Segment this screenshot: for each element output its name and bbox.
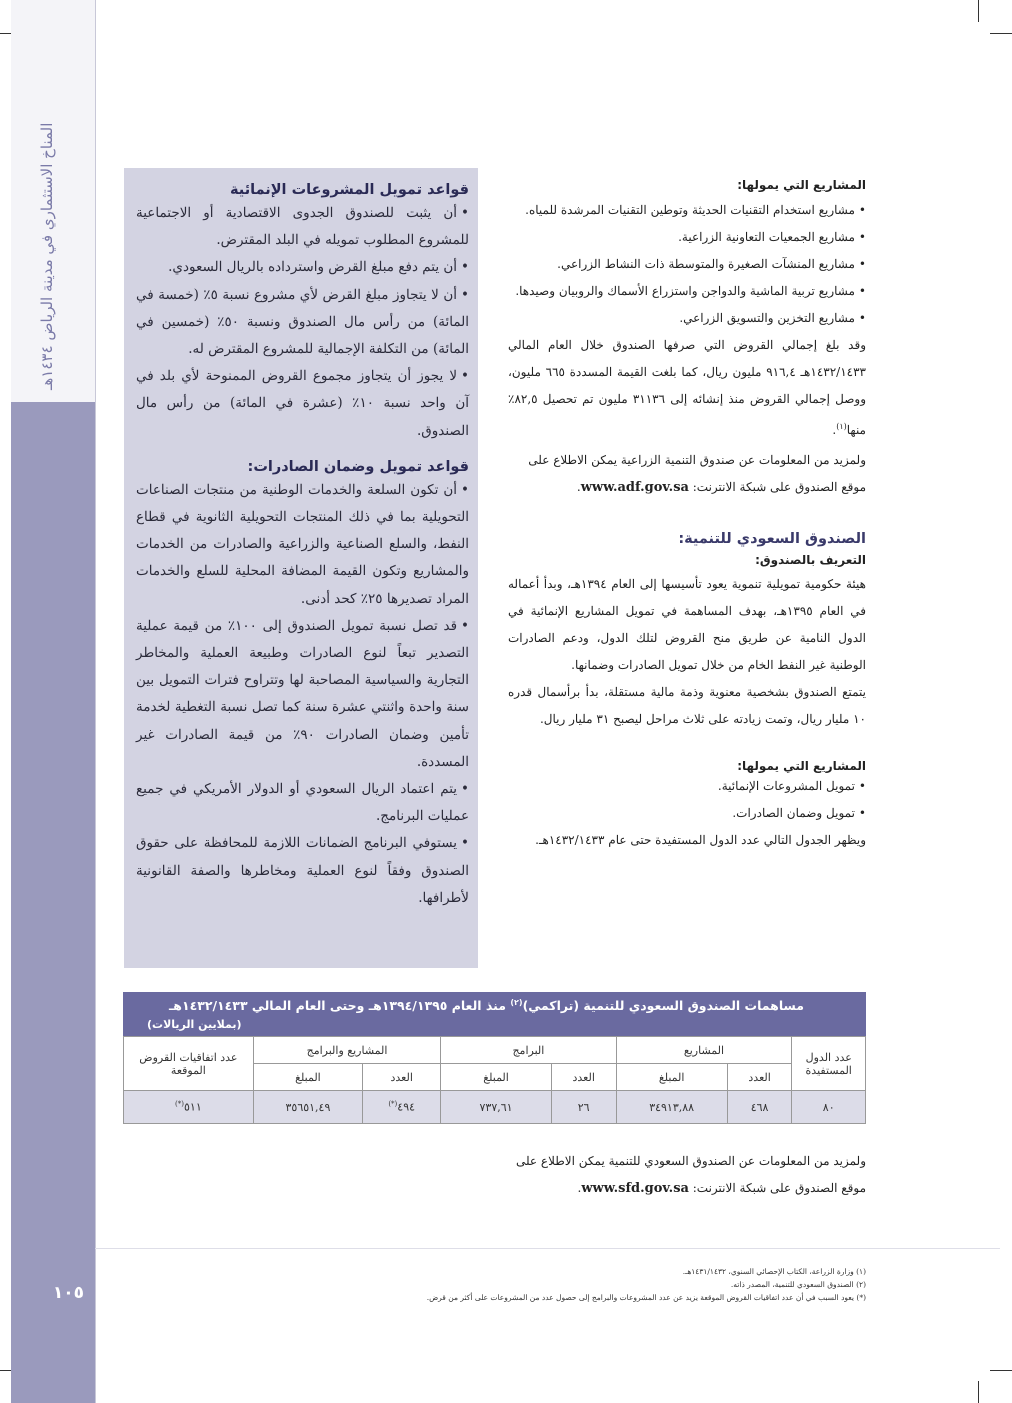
rules-box	[124, 168, 478, 968]
table-cell: ٣٤٩١٣,٨٨	[616, 1091, 727, 1124]
footnote-ref: (١)	[836, 422, 847, 431]
sub-header: المبلغ	[441, 1064, 552, 1091]
list-item: •مشاريع تربية الماشية والدواجن واستزراع الأسماك والروبيان وصيدها.	[515, 284, 866, 298]
list-item: •مشاريع استخدام التقنيات الحديثة وتوطين التقنيات المرشدة للمياه.	[525, 203, 866, 217]
table-cell: ٢٦	[551, 1091, 616, 1124]
sfd-heading: الصندوق السعودي للتنمية:	[678, 531, 866, 547]
column-header: عدد الدول المستفيدة	[792, 1037, 866, 1091]
footnote: (١) وزارة الزراعة، الكتاب الإحصائي السنوي، ١٤٣١/١٤٣٢هـ.	[682, 1267, 866, 1276]
sub-header: العدد	[363, 1064, 441, 1091]
sub-header: العدد	[727, 1064, 792, 1091]
export-rules-list	[136, 477, 469, 912]
crop-mark	[990, 33, 1012, 34]
development-rules-heading: قواعد تمويل المشروعات الإنمائية	[229, 182, 469, 198]
list-item: •قد تصل نسبة تمويل الصندوق إلى ١٠٠٪ من قيمة عملية التصدير تبعاً لنوع الصادرات وطبيعة العملية والمخاطر التجارية والسياسية المصاحبة لها وتتراوح فترات التمويل بين سنة واحدة واثنتي عشرة سنة كما تصل نسبة التغطية لخدمة تأمين وضمان الصادرات ٩٠٪ من قيمة الصادرات غير المسددة.	[136, 617, 469, 770]
crop-mark	[978, 0, 979, 22]
list-item: •مشاريع المنشآت الصغيرة والمتوسطة ذات النشاط الزراعي.	[557, 257, 866, 271]
table-unit: (بملايين الريالات)	[147, 1018, 242, 1031]
list-item: •أن لا يتجاوز مبلغ القرض لأي مشروع نسبة ٥٪ (خمسة في المائة) من رأس مال الصندوق ونسبة ٥٠٪ (خمسين في المائة) من التكلفة الإجمالية للمشروع المقترض له.	[136, 286, 469, 358]
definition-paragraph: هيئة حكومية تمويلية تنموية يعود تأسيسها إلى العام ١٣٩٤هـ، وبدأ أعماله في العام ١٣٩٥هـ، بهدف المساهمة في تمويل المشاريع الإنمائية في الدول النامية عن طريق منح القروض لتلك الدول، ودعم الصادرات الوطنية غير النفط الخام من خلال تمويل الصادرات وضمانها.	[508, 577, 866, 672]
column-group-header: المشاريع والبرامج	[253, 1037, 440, 1064]
sfd-funded-list	[508, 773, 866, 827]
footnote: (*) يعود السبب في أن عدد اتفاقيات القروض الموقعة يزيد عن عدد المشروعات والبرامج إلى حصول عدد من المشروعات على أكثر من قرض.	[426, 1293, 866, 1302]
loans-paragraph: وقد بلغ إجمالي القروض التي صرفها الصندوق خلال العام المالي ١٤٣٢/١٤٣٣هـ ٩١٦,٤ مليون ريال، كما بلغت القيمة المسددة ٦٦٥ مليون، ووصل إجمالي القروض منذ إنشائه إلى ٣١١٣٦ مليون تم تحصيل ٨٢,٥٪ منها$^{(١)}$.	[508, 338, 866, 437]
table-cell: ٥١١(*)	[124, 1091, 254, 1124]
list-item: •مشاريع الجمعيات التعاونية الزراعية.	[678, 230, 866, 244]
list-item: •أن تكون السلعة والخدمات الوطنية من منتجات الصناعات التحويلية بما في ذلك المنتجات التحويلية الثانوية في قطاع النفط، والسلع الصناعية والزراعية والصادرات من الخدمات والمشاريع وتكون القيمة المضافة المحلية للسلع والخدمات المراد تصديرها ٢٥٪ كحد أدنى.	[136, 481, 469, 607]
capital-paragraph: يتمتع الصندوق بشخصية معنوية وذمة مالية مستقلة، بدأ برأسمال قدره ١٠ مليار ريال، وتمت زيادته على ثلاث مراحل ليصبح ٣١ مليار ريال.	[508, 685, 866, 726]
list-item: •أن يثبت للصندوق الجدوى الاقتصادية أو الاجتماعية للمشروع المطلوب تمويله في البلد المقترض.	[136, 205, 469, 249]
table-cell: ٤٦٨	[727, 1091, 792, 1124]
adf-paragraph: ولمزيد من المعلومات عن صندوق التنمية الزراعية يمكن الاطلاع على موقع الصندوق على شبكة الانترنت: www.adf.gov.sa.	[528, 453, 866, 495]
table-intro: ويظهر الجدول التالي عدد الدول المستفيدة حتى عام ١٤٣٢/١٤٣٣هـ.	[535, 833, 866, 847]
sub-header: المبلغ	[616, 1064, 727, 1091]
sub-header: المبلغ	[253, 1064, 362, 1091]
crop-mark	[978, 1381, 979, 1403]
funded-projects-list	[508, 197, 866, 332]
table-row	[124, 1091, 866, 1124]
footnote-rule	[95, 1248, 1000, 1249]
page-number: ١٠٥	[52, 1283, 85, 1303]
footnote: (٢) الصندوق السعودي للتنمية، المصدر ذاته.	[730, 1280, 866, 1289]
footnotes	[380, 1265, 866, 1304]
table-cell: ٧٣٧,٦١	[441, 1091, 552, 1124]
crop-mark	[990, 1370, 1012, 1371]
sidebar-band	[11, 402, 95, 1403]
table-title: مساهمات الصندوق السعودي للتنمية (تراكمي)$^{(٢)}$ منذ العام ١٣٩٤/١٣٩٥هـ وحتى العام المالي ١٤٣٢/١٤٣٣هـ	[169, 998, 804, 1014]
rules-box-content	[136, 182, 469, 912]
list-item: •أن يتم دفع مبلغ القرض واسترداده بالريال السعودي.	[168, 259, 469, 276]
sfd-more-paragraph: ولمزيد من المعلومات عن الصندوق السعودي للتنمية يمكن الاطلاع على موقع الصندوق على شبكة الانترنت: www.sfd.gov.sa.	[515, 1154, 866, 1196]
table-grid	[123, 1036, 866, 1124]
list-item: •يستوفي البرنامج الضمانات اللازمة للمحافظة على حقوق الصندوق وفقاً لنوع العملية ومخاطرها والصفة القانونية لأطرافها.	[136, 835, 469, 906]
list-item: •يتم اعتماد الريال السعودي أو الدولار الأمريكي في جميع عمليات البرنامج.	[136, 781, 469, 825]
list-item: •مشاريع التخزين والتسويق الزراعي.	[679, 311, 866, 325]
column-group-header: البرامج	[441, 1037, 616, 1064]
running-title: المناخ الاستثماري في مدينة الرياض ١٤٣٤هـ	[38, 122, 56, 390]
contributions-table	[123, 992, 866, 1124]
table-cell: ٣٥٦٥١,٤٩	[253, 1091, 362, 1124]
sub-header: العدد	[551, 1064, 616, 1091]
margin-rule	[95, 0, 96, 1403]
adf-url-link[interactable]: www.adf.gov.sa	[580, 480, 689, 495]
table-cell: ٨٠	[792, 1091, 866, 1124]
table-title-bar	[123, 992, 866, 1036]
definition-heading: التعريف بالصندوق:	[755, 553, 866, 567]
list-item: •تمويل المشروعات الإنمائية.	[717, 779, 866, 793]
column-header: عدد اتفاقيات القروض الموقعة	[124, 1037, 254, 1091]
section-heading: المشاريع التي يمولها:	[737, 178, 866, 192]
list-item: •لا يجوز أن يتجاوز مجموع القروض الممنوحة لأي بلد في آن واحد نسبة ١٠٪ (عشرة في المائة) من رأس مال الصندوق.	[136, 368, 469, 439]
export-rules-heading: قواعد تمويل وضمان الصادرات:	[247, 458, 469, 475]
sfd-url-link[interactable]: www.sfd.gov.sa	[581, 1181, 689, 1196]
column-group-header: المشاريع	[616, 1037, 792, 1064]
section-heading: المشاريع التي يمولها:	[737, 759, 866, 773]
table-cell: ٤٩٤(*)	[363, 1091, 441, 1124]
right-column	[508, 178, 866, 854]
list-item: •تمويل وضمان الصادرات.	[732, 806, 866, 820]
development-rules-list	[136, 200, 469, 445]
